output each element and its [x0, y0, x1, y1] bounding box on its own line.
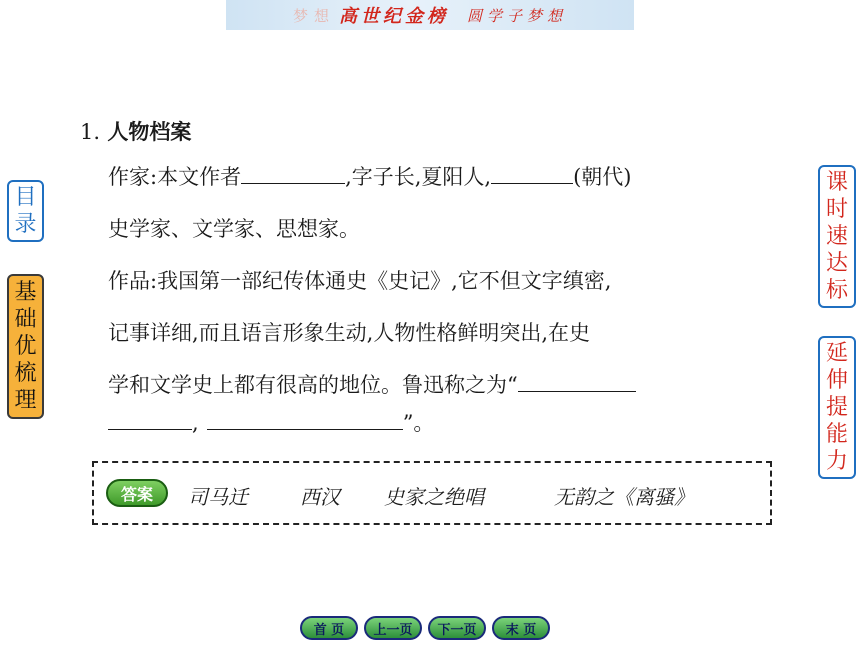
- line-works-4: [108, 404, 434, 442]
- nav-char: 标: [825, 278, 848, 303]
- nav-extension-button[interactable]: [818, 336, 856, 479]
- nav-char: 速: [825, 224, 848, 249]
- text-segment: 学和文学史上都有很高的地位。鲁迅称之为“: [108, 373, 518, 397]
- nav-char: 达: [825, 251, 848, 276]
- previous-page-button[interactable]: 上一页: [364, 616, 422, 640]
- fill-blank-quote-1a: [518, 367, 636, 392]
- text-segment: ,字子长,夏阳人,: [345, 165, 492, 189]
- fill-blank-author: [241, 159, 345, 184]
- heading-text: 人物档案: [107, 120, 192, 144]
- line-author-desc: 史学家、文学家、思想家。: [108, 217, 360, 241]
- text-segment: ,: [192, 411, 199, 435]
- nav-char: 提: [825, 395, 848, 420]
- banner-motto: 圆学子梦想: [467, 6, 568, 25]
- nav-char: 梳: [14, 361, 37, 386]
- nav-char: 延: [825, 341, 848, 366]
- nav-basic-review-button[interactable]: [7, 274, 44, 419]
- nav-char: 能: [825, 422, 848, 447]
- banner-deco-text: 梦想: [292, 6, 335, 25]
- nav-char: 础: [14, 307, 37, 332]
- first-page-button[interactable]: 首 页: [300, 616, 358, 640]
- page-navigation: [300, 616, 550, 640]
- fill-blank-dynasty: [491, 159, 573, 184]
- last-page-button[interactable]: 末 页: [492, 616, 550, 640]
- nav-char: 伸: [825, 368, 848, 393]
- fill-blank-quote-1b: [108, 405, 192, 430]
- nav-char: 理: [14, 388, 37, 413]
- line-works-1: 作品:我国第一部纪传体通史《史记》,它不但文字缜密,: [108, 269, 612, 293]
- line-works-2: 记事详细,而且语言形象生动,人物性格鲜明突出,在史: [108, 321, 591, 345]
- nav-char: 优: [14, 334, 37, 359]
- answer-badge[interactable]: 答案: [106, 479, 168, 507]
- section-heading: [80, 116, 191, 146]
- text-segment: 作家:本文作者: [108, 165, 242, 189]
- nav-char: 力: [825, 449, 848, 474]
- header-banner: [226, 0, 634, 30]
- answer-item: 西汉: [300, 485, 340, 509]
- answer-item: 史家之绝唱: [384, 485, 484, 509]
- heading-number: 1.: [80, 120, 101, 144]
- line-author: [108, 158, 632, 196]
- nav-char: 录: [14, 212, 37, 237]
- nav-char: 基: [14, 280, 37, 305]
- text-segment: (朝代): [573, 165, 632, 189]
- line-works-3: [108, 366, 636, 404]
- nav-table-of-contents-button[interactable]: [7, 180, 44, 242]
- next-page-button[interactable]: 下一页: [428, 616, 486, 640]
- text-segment: ”。: [402, 411, 435, 435]
- nav-char: 目: [14, 185, 37, 210]
- fill-blank-quote-2: [207, 405, 403, 430]
- answer-box: [92, 461, 772, 525]
- nav-lesson-practice-button[interactable]: [818, 165, 856, 308]
- answer-item: 司马迁: [188, 485, 248, 509]
- answer-item: 无韵之《离骚》: [554, 485, 694, 509]
- nav-char: 课: [825, 170, 848, 195]
- banner-title: 高世纪金榜: [339, 6, 449, 27]
- nav-char: 时: [825, 197, 848, 222]
